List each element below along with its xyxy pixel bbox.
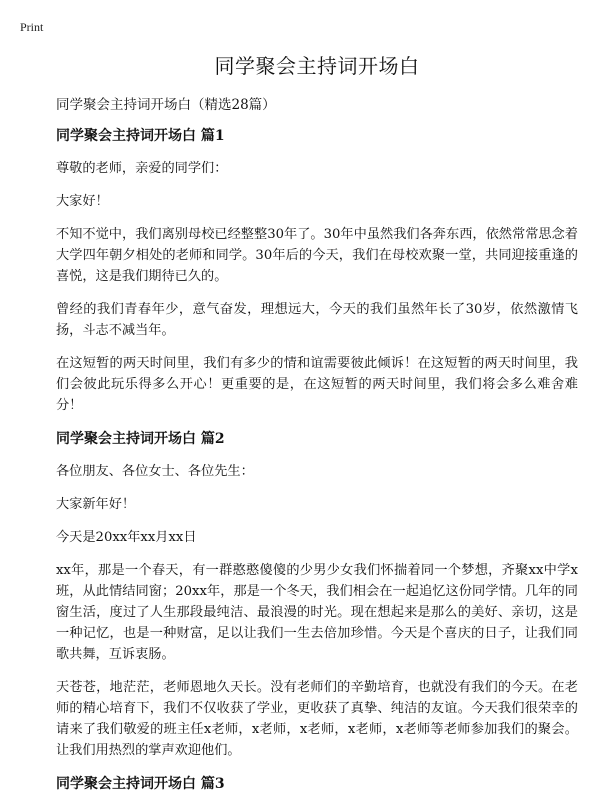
paragraph: 今天是20xx年xx月xx日	[56, 530, 197, 545]
paragraph: 在这短暂的两天时间里，我们有多少的情和谊需要彼此倾诉！在这短暂的两天时间里，我们会彼此玩乐得多么开心！更重要的是，在这短暂的两天时间里，我们将会多么难舍难分！	[56, 356, 578, 413]
paragraph: 尊敬的老师，亲爱的同学们：	[56, 161, 228, 176]
document-title: 同学聚会主持词开场白	[214, 54, 420, 78]
document-subtitle: 同学聚会主持词开场白（精选28篇）	[56, 97, 276, 113]
document-page	[56, 50, 578, 806]
section-heading: 同学聚会主持词开场白 篇2	[56, 431, 225, 447]
paragraph: 大家好！	[56, 194, 109, 209]
section-heading: 同学聚会主持词开场白 篇1	[56, 128, 225, 144]
section-2	[56, 428, 578, 761]
paragraph: 各位朋友、各位女士、各位先生：	[56, 464, 254, 479]
section-heading: 同学聚会主持词开场白 篇3	[56, 776, 225, 792]
section-3	[56, 773, 578, 793]
print-link[interactable]: Print	[20, 20, 44, 34]
paragraph: 曾经的我们青春年少，意气奋发，理想远大，今天的我们虽然年长了30岁，依然激情飞扬，斗志不减当年。	[56, 302, 578, 338]
paragraph: xx年，那是一个春天，有一群憨憨傻傻的少男少女我们怀揣着同一个梦想，齐聚xx中学x班，从此情结同窗；20xx年，那是一个冬天，我们相会在一起追忆这份同学情。几年的同窗生活，度过了人生那段最纯洁、最浪漫的时光。现在想起来是那么的美好、亲切，这是一种记忆，也是一种财富，足以让我们一生去倍加珍惜。今天是个喜庆的日子，让我们同歌共舞，互诉衷肠。	[56, 563, 578, 662]
paragraph: 不知不觉中，我们离别母校已经整整30年了。30年中虽然我们各奔东西，依然常常思念着大学四年朝夕相处的老师和同学。30年后的今天，我们在母校欢聚一堂，共同迎接重逢的喜悦，这是我们期待已久的。	[56, 227, 578, 284]
section-1	[56, 125, 578, 416]
paragraph: 天苍苍，地茫茫，老师恩地久天长。没有老师们的辛勤培育，也就没有我们的今天。在老师的精心培育下，我们不仅收获了学业，更收获了真挚、纯洁的友谊。今天我们很荣幸的请来了我们敬爱的班主任x老师，x老师，x老师，x老师，x老师等老师参加我们的聚会。让我们用热烈的掌声欢迎他们。	[56, 680, 578, 758]
paragraph: 大家新年好！	[56, 497, 136, 512]
